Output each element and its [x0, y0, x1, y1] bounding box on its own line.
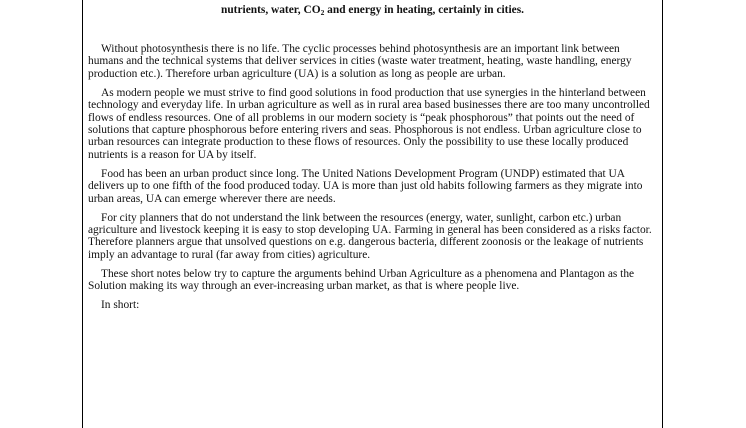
heading-line-2	[221, 4, 524, 16]
heading-line-1	[83, 0, 662, 3]
paragraph-city-planners: For city planners that do not understand the link between the resources (energy, water, sunlight, carbon etc.) urban agriculture and livestock keeping it is easy to stop developing UA. Farming in general has been considered as a risks factor. Therefore planners argue that unsolved questions on e.g. dangerous bacteria, different zoonosis or the leakage of nutrients imply an advantage to rural (far away from cities) agriculture.	[88, 211, 652, 261]
document-page	[82, 0, 663, 428]
paragraph-photosynthesis: Without photosynthesis there is no life. The cyclic processes behind photosynthesis are an important link between humans and the technical systems that deliver services in cities (waste water treatment, heating, waste handling, energy production etc.). Therefore urban agriculture (UA) is a solution as long as people are urban.	[88, 43, 632, 80]
paragraph-food-urban: Food has been an urban product since long. The United Nations Development Program (UNDP) estimated that UA delivers up to one fifth of the food produced today. UA is more than just old habits following farmers as they migrate into urban areas, UA can emerge wherever there are needs.	[88, 167, 643, 205]
heading-line-2-pre: nutrients, water, CO	[221, 4, 321, 16]
paragraph-short-notes: These short notes below try to capture the arguments behind Urban Agriculture as a phenomena and Plantagon as the Solution making its way through an ever-increasing urban market, as that is where people live.	[88, 267, 635, 293]
heading-co2-subscript: 2	[320, 8, 325, 17]
paragraph-in-short: In short:	[101, 299, 140, 312]
heading-line-2-post: and energy in heating, certainly in cities.	[324, 4, 524, 16]
paragraph-modern-people: As modern people we must strive to find good solutions in food production that use synergies in the hinterland between technology and everyday life. In urban agriculture as well as in rural area based businesses there are too many uncontrolled flows of endless resources. One of all problems in our modern society is “peak phosphorous” that points out the need of solutions that capture phosphorous before entering rivers and seas. Phosphorous is not endless. Urban agriculture close to urban resources can integrate production to these flows of resources. Only the possibility to use these locally produced nutrients is a reason for UA by itself.	[88, 86, 650, 161]
heading	[83, 0, 662, 18]
body-text	[88, 43, 657, 318]
